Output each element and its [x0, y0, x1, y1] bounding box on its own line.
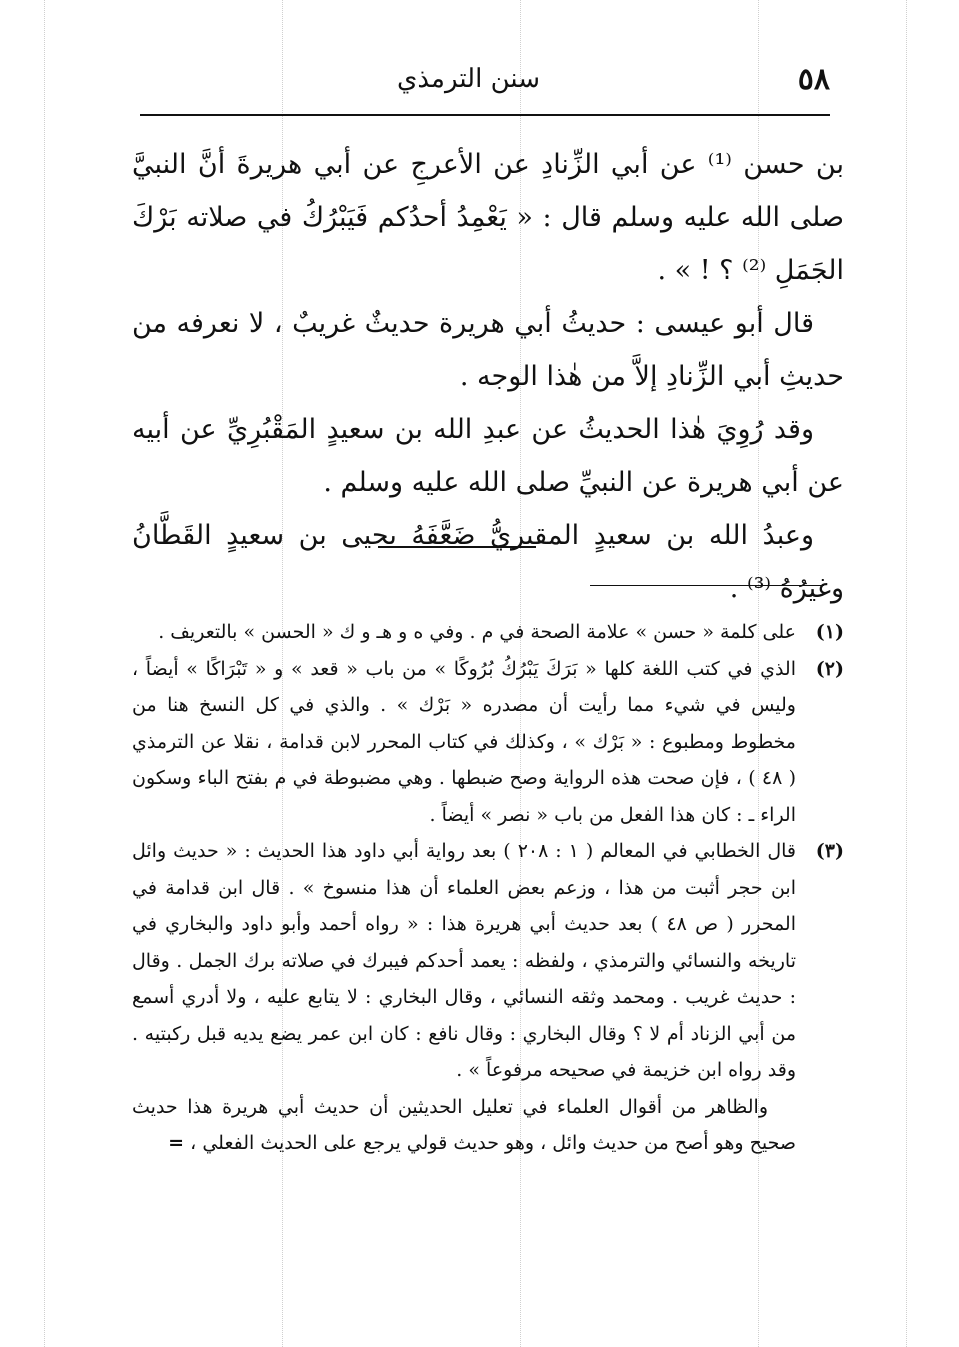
footnote-number: (٢) — [815, 657, 844, 680]
footnote-text: على كلمة « حسن » علامة الصحة في م . وفي ه و هـ و ك « الحسن » بالتعريف . — [158, 621, 796, 643]
book-title: سنن الترمذي — [397, 64, 540, 94]
footnotes — [132, 614, 844, 1162]
continuation-mark: = — [168, 1132, 185, 1154]
footnote-separator — [590, 585, 824, 586]
running-header — [140, 56, 830, 112]
paragraph-riwaya: وقد رُوِيَ هٰذا الحديثُ عن عبدِ الله بن سعيدٍ المَقْبُرِيِّ عن أبيه عن أبي هريرة عن النبيِّ صلى الله عليه وسلم . — [132, 414, 844, 498]
page-number: ٥٨ — [797, 62, 830, 97]
footnote-3-continuation — [132, 1089, 844, 1162]
paragraph-abu-isa: قال أبو عيسى : حديثُ أبي هريرة حديثٌ غريبٌ ، لا نعرفه من حديثِ أبي الزِّنادِ إلاَّ من هٰذا الوجه . — [132, 308, 844, 392]
footnote-number: (١) — [815, 621, 844, 643]
footnote-text: الذي في كتب اللغة كلها « بَرَكَ يَبْرُكُ بُرُوكًا » من باب « قعد » و « تَبْرَاكًا » أيضاً ، وليس في شيء مما رأيت أن مصدره « بَرْك » . والذي في كل النسخ هنا من مخطوط ومطبوع : « بَرْك » ، وكذلك في كتاب المحرر لابن قدامة ، نقلا عن الترمذي ( ٤٨ ) ، فإن صحت هذه الرواية وصح ضبطها . وهي مضبوطة في م بفتح الباء وسكون الراء ـ : كان هذا الفعل من باب « نصر » أيضاً . — [132, 657, 797, 826]
main-text — [132, 138, 844, 615]
scan-guide-line — [44, 0, 45, 1347]
footnote-number: (٣) — [815, 840, 845, 862]
paragraph-daif: وعبدُ الله بن سعيدٍ المقبريُّ ضَعَّفَهُ يحيى بن سعيدٍ القَطَّانُ وغيرُهُ ⁽³⁾ . — [132, 520, 844, 604]
scan-guide-line — [906, 0, 907, 1347]
footnote-text: والظاهر من أقوال العلماء في تعليل الحديثين أن حديث أبي هريرة هذا حديث صحيح وهو أصح من حديث وائل ، وهو حديث قولي يرجع على الحديث الفعلي ، — [132, 1095, 796, 1154]
header-rule — [140, 114, 830, 116]
section-separator — [378, 546, 536, 548]
footnote-1 — [132, 614, 844, 651]
paragraph-hadith: بن حسن ⁽¹⁾ عن أبي الزِّنادِ عن الأعرجِ عن أبي هريرةَ أنَّ النبيَّ صلى الله عليه وسلم قال : « يَعْمِدُ أحدُكم فَيَبْرُكُ في صلاته بَرْكَ الجَمَلِ ⁽²⁾ ؟ ! » . — [132, 149, 844, 286]
footnote-2 — [132, 651, 844, 834]
footnote-text: قال الخطابي في المعالم ( ١ : ٢٠٨ ) بعد رواية أبي داود هذا الحديث : « حديث وائل ابن حجر أثبت من هذا ، وزعم بعض العلماء أن هذا منسوخ » . قال ابن قدامة في المحرر ( ص ٤٨ ) بعد حديث أبي هريرة هذا : « رواه أحمد وأبو داود والبخاري في تاريخه والنسائي والترمذي ، ولفظه : يعمد أحدكم فيبرك في صلاته برك الجمل . وقال : حديث غريب . ومحمد وثقه النسائي ، وقال البخاري : لا يتابع عليه ، ولا أدري أسمع من أبي الزناد أم لا ؟ وقال البخاري : وقال نافع : كان ابن عمر يضع يديه قبل ركبتيه . وقد رواه ابن خزيمة في صحيحه مرفوعاً » . — [132, 840, 797, 1081]
footnote-3 — [132, 833, 844, 1089]
